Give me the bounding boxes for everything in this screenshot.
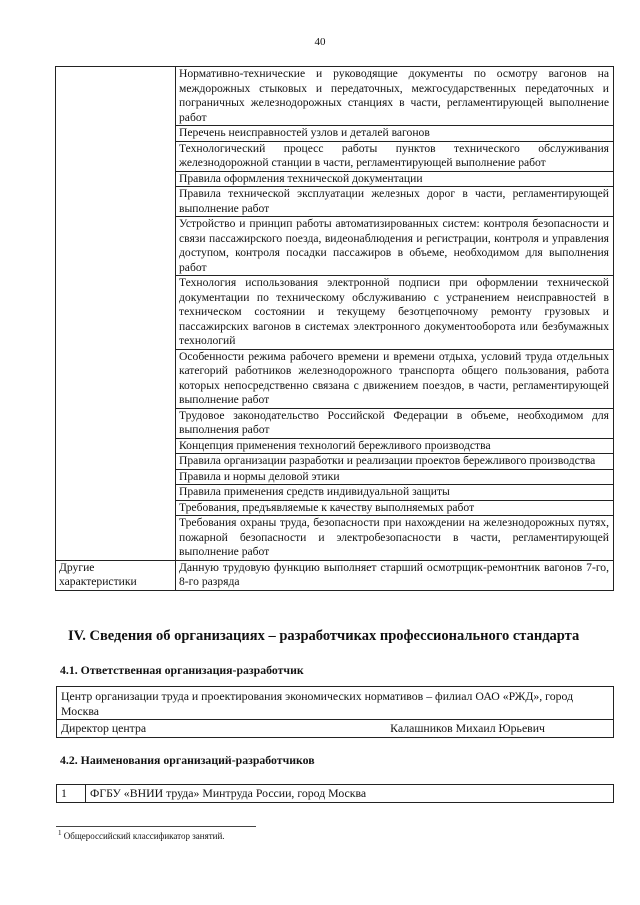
developers-table xyxy=(56,784,614,803)
organization-name: Центр организации труда и проектирования экономических нормативов – филиал ОАО «РЖД», город Москва xyxy=(57,687,614,720)
footnote xyxy=(58,829,225,841)
responsible-organization-table xyxy=(56,686,614,738)
requirement-item: Концепция применения технологий бережливого производства xyxy=(176,438,614,454)
subsection-title-responsible: 4.1. Ответственная организация-разработчик xyxy=(60,663,304,677)
requirements-table xyxy=(55,66,614,591)
requirement-item: Правила технической эксплуатации железных дорог в части, регламентирующей выполнение работ xyxy=(176,187,614,217)
requirement-item: Нормативно-технические и руководящие документы по осмотру вагонов на междорожных стыковых и передаточных, межгосударственных передаточных и пограничных железнодорожных станциях в части, регламентирующей выполнение работ xyxy=(176,67,614,126)
table-row xyxy=(56,560,614,590)
requirement-item: Правила применения средств индивидуальной защиты xyxy=(176,485,614,501)
footnote-divider xyxy=(56,826,256,827)
requirement-item: Устройство и принцип работы автоматизированных систем: контроля безопасности и связи пассажирского поезда, видеонаблюдения и регистрации, контроля и управления доступом, контроля посадки пассажиров в объеме, необходимом для выполнения работ xyxy=(176,217,614,276)
table-row xyxy=(57,720,614,738)
table-row xyxy=(56,67,614,126)
footnote-marker: 1 xyxy=(58,829,62,837)
director-row xyxy=(57,720,614,738)
requirement-item: Технологический процесс работы пунктов технического обслуживания железнодорожной станции в части, регламентирующей выполнение работ xyxy=(176,141,614,171)
developer-name: ФГБУ «ВНИИ труда» Минтруда России, город Москва xyxy=(86,785,614,803)
other-characteristics-label: Другие характеристики xyxy=(56,560,176,590)
requirement-item: Перечень неисправностей узлов и деталей вагонов xyxy=(176,126,614,142)
subsection-title-developers: 4.2. Наименования организаций-разработчиков xyxy=(60,753,315,767)
table-row xyxy=(57,687,614,720)
requirement-item: Технология использования электронной подписи при оформлении технической документации по техническому обслуживанию с устранением неисправностей в техническом состоянии и текущему безотцепочному ремонту грузовых и пассажирских вагонов в системах электронного документооборота или безбумажных технологий xyxy=(176,276,614,350)
requirement-item: Требования, предъявляемые к качеству выполняемых работ xyxy=(176,500,614,516)
director-name: Калашников Михаил Юрьевич xyxy=(390,721,545,735)
other-characteristics-value: Данную трудовую функцию выполняет старший осмотрщик-ремонтник вагонов 7-го, 8-го разряда xyxy=(176,560,614,590)
requirement-item: Правила организации разработки и реализации проектов бережливого производства xyxy=(176,454,614,470)
row-label-empty xyxy=(56,67,176,561)
page-number: 40 xyxy=(314,36,326,48)
requirement-item: Требования охраны труда, безопасности при нахождении на железнодорожных путях, пожарной безопасности и электробезопасности в части, регламентирующей выполнение работ xyxy=(176,516,614,561)
table-row xyxy=(57,785,614,803)
director-label: Директор центра xyxy=(61,721,147,735)
requirement-item: Правила оформления технической документации xyxy=(176,171,614,187)
requirement-item: Правила и нормы деловой этики xyxy=(176,469,614,485)
developer-number: 1 xyxy=(57,785,86,803)
requirement-item: Особенности режима рабочего времени и времени отдыха, условий труда отдельных категорий работников железнодорожного транспорта общего пользования, работа которых непосредственно связана с движением поездов, в части, регламентирующей выполнение работ xyxy=(176,349,614,408)
footnote-text: Общероссийский классификатор занятий. xyxy=(63,831,225,841)
section-title: IV. Сведения об организациях – разработчиках профессионального стандарта xyxy=(68,628,580,644)
requirement-item: Трудовое законодательство Российской Федерации в объеме, необходимом для выполнения работ xyxy=(176,408,614,438)
